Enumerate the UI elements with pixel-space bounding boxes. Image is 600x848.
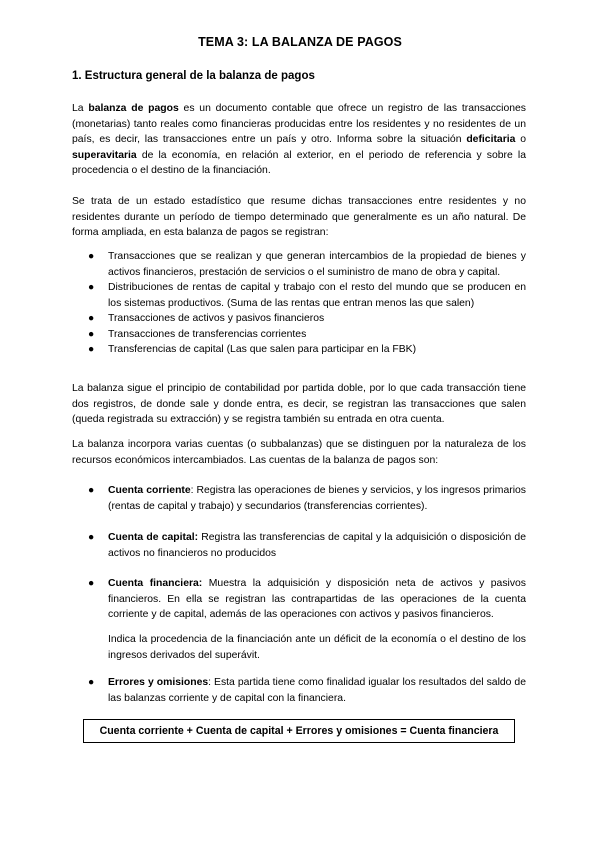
list-item <box>72 311 526 327</box>
account-description: : Esta partida tiene como finalidad igualar los resultados del saldo de las balanzas corriente y de capital con la financiera. <box>108 677 526 704</box>
section-heading: 1. Estructura general de la balanza de pagos <box>72 70 315 82</box>
list-item-text: Transacciones de transferencias corrientes <box>108 328 307 340</box>
bullet-icon: ● <box>88 313 95 324</box>
bullet-icon: ● <box>88 578 95 589</box>
list-item <box>72 327 526 343</box>
bullet-icon: ● <box>88 485 95 496</box>
account-item-errores-omisiones <box>72 675 526 706</box>
paragraph-text: o <box>515 134 526 145</box>
account-item-cuenta-corriente <box>72 483 526 514</box>
transactions-list <box>72 249 526 358</box>
accounts-list <box>72 576 526 623</box>
list-item-text: Transacciones de activos y pasivos financieros <box>108 313 325 324</box>
bullet-icon: ● <box>88 328 95 340</box>
bullet-icon: ● <box>88 532 95 543</box>
list-item <box>72 342 526 358</box>
account-term: Cuenta corriente <box>108 485 191 496</box>
formula-box: Cuenta corriente + Cuenta de capital + Errores y omisiones = Cuenta financiera <box>83 719 515 743</box>
list-item-text: Distribuciones de rentas de capital y trabajo con el resto del mundo que se producen en los sistemas productivos. (Suma de las rentas que entran menos las que salen) <box>108 282 526 309</box>
paragraph-financiera-note: Indica la procedencia de la financiación ante un déficit de la economía o el destino de los ingresos derivados del superávit. <box>108 634 526 661</box>
paragraph-definition <box>72 101 526 179</box>
bold-term: superavitaria <box>72 149 137 161</box>
paragraph-double-entry: La balanza sigue el principio de contabilidad por partida doble, por lo que cada transacción tiene dos registros, de donde sale y donde entra, es decir, se registran las transacciones que salen (queda registrada su extracción) y se registra también su entrada en otra cuenta. <box>72 383 526 425</box>
list-item-text: Transferencias de capital (Las que salen para participar en la FBK) <box>108 344 417 355</box>
bullet-icon: ● <box>88 344 95 355</box>
bold-term: deficitaria <box>466 134 516 145</box>
bullet-icon: ● <box>88 251 95 262</box>
paragraph-text: es un documento contable que ofrece un registro de las transacciones (monetarias) tanto reales como financieras producidas entre los residentes y no residentes de un país, es decir, las transacciones entre un país y otro. Informa sobre la situación <box>72 103 526 145</box>
accounts-list <box>72 483 526 514</box>
account-term: Cuenta financiera: <box>108 578 203 589</box>
bullet-icon: ● <box>88 677 95 688</box>
account-term: Errores y omisiones <box>108 677 209 688</box>
paragraph-statistical: Se trata de un estado estadístico que resume dichas transacciones entre residentes y no residentes durante un período de tiempo determinado que generalmente es un año natural. De forma ampliada, en esta balanza de pagos se registran: <box>72 196 526 238</box>
paragraph-text: La <box>72 103 89 114</box>
bold-term: balanza de pagos <box>88 103 179 114</box>
account-description: Registra las transferencias de capital y la adquisición o disposición de activos no financieros no producidos <box>108 532 526 559</box>
list-item <box>72 249 526 280</box>
list-item <box>72 280 526 311</box>
accounts-list <box>72 530 526 561</box>
bullet-icon: ● <box>88 282 95 293</box>
document-title: TEMA 3: LA BALANZA DE PAGOS <box>198 35 402 49</box>
account-item-cuenta-capital <box>72 530 526 561</box>
accounts-list <box>72 675 526 706</box>
paragraph-text: de la economía, en relación al exterior, en el periodo de referencia y sobre la procedencia o el destino de la financiación. <box>72 149 526 176</box>
account-description: Muestra la adquisición y disposición neta de activos y pasivos financieros. En ella se registran las contrapartidas de las operaciones de la cuenta corriente y de capital, además de las operaciones con activos y pasivos financieros. <box>108 578 526 620</box>
list-item-text: Transacciones que se realizan y que generan intercambios de la propiedad de bienes y activos financieros, prestación de servicios o el suministro de mano de obra y capital. <box>108 251 526 278</box>
paragraph-accounts-intro: La balanza incorpora varias cuentas (o subbalanzas) que se distinguen por la naturaleza de los recursos económicos intercambiados. Las cuentas de la balanza de pagos son: <box>72 439 526 466</box>
account-description: : Registra las operaciones de bienes y servicios, y los ingresos primarios (rentas de capital y trabajo) y secundarios (transferencias corrientes). <box>108 485 526 512</box>
account-item-cuenta-financiera <box>72 576 526 623</box>
account-term: Cuenta de capital: <box>108 532 199 543</box>
